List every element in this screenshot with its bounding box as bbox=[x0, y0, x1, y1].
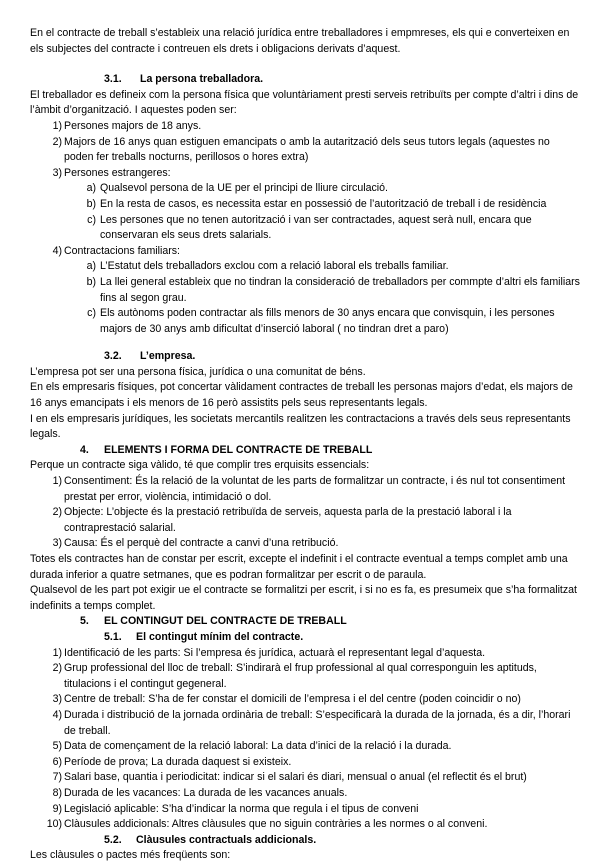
requirements-list bbox=[30, 474, 582, 552]
worker-definition-paragraph: El treballador es defineix com la persona física que voluntàriament presti serveis retribuïts per compte d’altri i dins de l’àmbit d’organització. I aquestes poden ser: bbox=[30, 88, 579, 117]
sub-list-item: a) Qualsevol persona de la UE per el principi de lliure circulació. bbox=[86, 182, 388, 195]
section-title: La persona treballadora. bbox=[140, 73, 264, 86]
section-number: 5. bbox=[80, 615, 89, 628]
section-5-1-heading bbox=[104, 630, 582, 646]
section-3-2-heading bbox=[104, 349, 582, 365]
list-item: 6) Període de prova; La durada daquest si existeix. bbox=[52, 755, 292, 768]
minimum-content-list bbox=[30, 646, 582, 833]
list-item: 1) Persones majors de 18 anys. bbox=[52, 119, 202, 132]
list-item: 8) Durada de les vacances: La durada de les vacances anuals. bbox=[52, 786, 348, 799]
list-item: 3) Persones estrangeres: bbox=[52, 166, 171, 179]
section-number: 5.2. bbox=[104, 833, 122, 846]
list-item: 3) Causa: És el perquè del contracte a canvi d’una retribució. bbox=[52, 537, 339, 550]
section-title: L’empresa. bbox=[140, 350, 196, 363]
section-title: EL CONTINGUT DEL CONTRACTE DE TREBALL bbox=[104, 615, 347, 628]
list-item: 2) Grup professional del lloc de treball: S’indirarà el frup professional al qual corresponguin les aptituds, titulacions i el contingut gegeneral. bbox=[52, 662, 537, 690]
sub-list-item: b) La llei general estableix que no tindran la consideració de treballadors per commpte d’altri els familiars fins al segon grau. bbox=[86, 275, 580, 304]
clauses-paragraph: Les clàusules o pactes més freqüents son: bbox=[30, 849, 231, 862]
intro-paragraph: En el contracte de treball s’estableix una relació jurídica entre treballadores i empmreses, els qui e converteixen en els subjectes del contracte i contreuen els drets i obligacions derivats d’aquest. bbox=[30, 27, 570, 55]
section-number: 3.1. bbox=[104, 73, 122, 86]
section-number: 3.2. bbox=[104, 350, 122, 363]
list-item: 7) Salari base, quantia i periodicitat: indicar si el salari és diari, mensual o anual (el reflectit és el brut) bbox=[52, 771, 527, 784]
section-3-1-heading bbox=[104, 72, 582, 88]
list-item: 3) Centre de treball: S’ha de fer constar el domicili de l’empresa i el del centre (poden coincidir o no) bbox=[52, 693, 521, 706]
worker-list bbox=[30, 119, 582, 337]
list-item: 5) Data de començament de la relació laboral: La data d’inici de la relació i la durada. bbox=[52, 740, 452, 753]
section-number: 4. bbox=[80, 443, 89, 456]
section-5-2-heading bbox=[104, 833, 582, 849]
section-number: 5.1. bbox=[104, 630, 122, 643]
section-title: ELEMENTS I FORMA DEL CONTRACTE DE TREBALL bbox=[104, 443, 373, 456]
section-5-heading bbox=[80, 614, 582, 630]
list-item: 4) Durada i distribució de la jornada ordinària de treball: S’especificarà la durada de la jornada, és a dir, l’horari de treball. bbox=[52, 708, 571, 737]
list-item: 2) Objecte: L’objecte és la prestació retribuïda de serveis, aquesta parla de la prestació laboral i la contraprestació salarial. bbox=[52, 506, 512, 534]
section-title: Clàusules contractuals addicionals. bbox=[136, 833, 317, 846]
list-item: 1) Identificació de les parts: Si l’empresa és jurídica, actuarà el representant legal d’aquesta. bbox=[52, 646, 486, 659]
company-paragraph: L’empresa pot ser una persona física, jurídica o una comunitat de béns. bbox=[30, 365, 366, 378]
sub-list-item: b) En la resta de casos, es necessita estar en possessió de l’autorització de treball i de residència bbox=[86, 197, 547, 210]
list-item: 10) Clàusules addicionals: Altres clàusules que no siguin contràries a les normes o al conveni. bbox=[46, 818, 488, 831]
list-item: 9) Legislació aplicable: S’ha d’indicar la norma que regula i el tipus de conveni bbox=[52, 802, 419, 815]
list-item: 2) Majors de 16 anys quan estiguen emancipats o amb la autarització dels seus tutors legals (aquestes no poden fer treballs nocturns, perillosos o hores extra) bbox=[52, 135, 550, 164]
list-item: 4) Contractacions familiars: bbox=[52, 244, 180, 257]
requirements-intro: Perque un contracte siga vàlido, té que complir tres erquisits essencials: bbox=[30, 459, 370, 472]
section-title: El contingut mínim del contracte. bbox=[136, 630, 304, 643]
company-paragraph: En els empresaris físiques, pot concertar vàlidament contractes de treball les personas majors d’edat, els majors de 16 anys emancipats i els menors de 16 però assistits pels seus representants legals. bbox=[30, 381, 573, 410]
section-4-heading bbox=[80, 443, 582, 459]
sub-list-item: a) L’Estatut dels treballadors exclou com a relació laboral els treballs familiar. bbox=[86, 260, 449, 273]
company-paragraph: I en els empresaris jurídiques, les societats mercantils realitzen les contractacions a través dels seus representants legals. bbox=[30, 412, 571, 441]
sub-list-item: c) Les persones que no tenen autorització i van ser contractades, aquest serà null, encara que conservaran els seus drets salarials. bbox=[87, 213, 532, 242]
form-paragraph: Totes els contractes han de constar per escrit, excepte el indefinit i el contracte eventual a temps complet amb una durada inferior a quatre setmanes, que es podran formalitzar per escrit o de paraula. bbox=[30, 553, 568, 581]
form-paragraph: Qualsevol de les part pot exigir ue el contracte se formalitzi per escrit, i si no es fa, es presumeix que s’ha formalitzat indefinits a temps complet. bbox=[30, 584, 578, 612]
list-item: 1) Consentiment: És la relació de la voluntat de les parts de formalitzar un contracte, i és nul tot consentiment prestat per error, violència, intimidació o dol. bbox=[52, 475, 566, 503]
sub-list-item: c) Els autònoms poden contractar als fills menors de 30 anys encara que convisquin, i les persones majors de 30 anys amb dificultat d’inserció laboral ( no tindran dret a paro) bbox=[87, 307, 555, 335]
